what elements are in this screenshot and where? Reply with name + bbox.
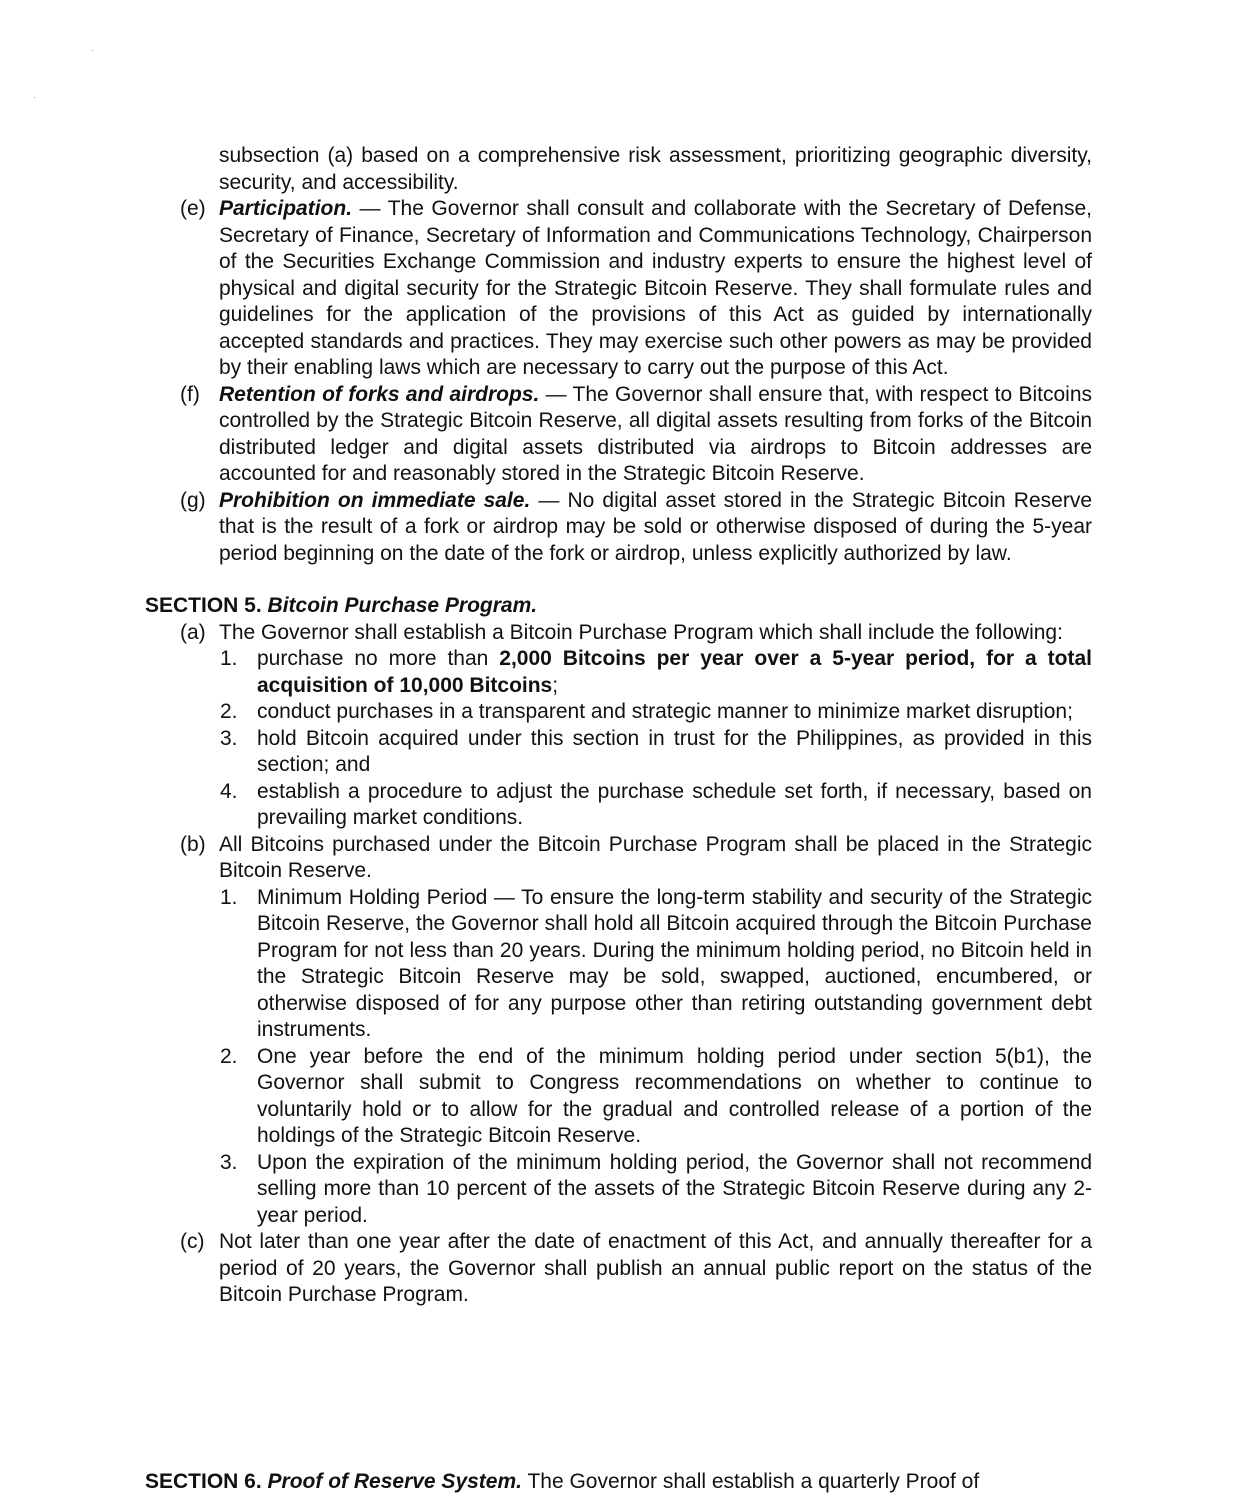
subitem-text-end: ; [552, 673, 559, 697]
item-label: (e) [180, 197, 206, 220]
section4-item-g [180, 488, 1093, 568]
continued-paragraph: subsection (a) based on a comprehensive risk assessment, prioritizing geographic diversity, security, and accessibility. [219, 144, 1092, 194]
subitem-text: One year before the end of the minimum holding period under section 5(b1), the Governor shall submit to Congress recommendations on whether to continue to voluntarily hold or to allow for the gradual and controlled release of a portion of the holdings of the Strategic Bitcoin Reserve. [257, 1044, 1092, 1147]
subitem [220, 699, 1092, 726]
subitem [220, 646, 1092, 699]
subitem-text: hold Bitcoin acquired under this section in trust for the Philippines, as provided in this section; and [257, 726, 1092, 776]
subitem [220, 779, 1092, 832]
item-body: The Governor shall establish a Bitcoin Purchase Program which shall include the following: [219, 620, 1063, 644]
item-title: Retention of forks and airdrops. [219, 382, 540, 406]
subitem-text: establish a procedure to adjust the purchase schedule set forth, if necessary, based on prevailing market conditions. [257, 779, 1092, 829]
subitem-number: 3. [220, 1150, 238, 1174]
item-body: All Bitcoins purchased under the Bitcoin Purchase Program shall be placed in the Strategic Bitcoin Reserve. [219, 832, 1092, 882]
item-label: (b) [180, 832, 206, 856]
subitem-bold-text: 2,000 Bitcoins per year over a 5-year period, for a total acquisition of 10,000 Bitcoins [257, 647, 1092, 697]
page-content [0, 143, 1236, 1309]
item-dash: — [530, 488, 568, 512]
item-title: Participation. [219, 197, 353, 220]
item-label: (f) [180, 382, 200, 406]
subitem-number: 4. [220, 779, 238, 803]
subitem-text: conduct purchases in a transparent and strategic manner to minimize market disruption; [257, 700, 1073, 723]
item-dash: — [352, 197, 388, 220]
subitem-number: 1. [220, 885, 238, 909]
section4-item-e [180, 196, 1092, 382]
subitem-text: Upon the expiration of the minimum holding period, the Governor shall not recommend selling more than 10 percent of the assets of the Strategic Bitcoin Reserve during any 2-year period. [257, 1150, 1092, 1227]
subitem [220, 1150, 1092, 1230]
subitem-number: 1. [220, 647, 238, 670]
item-label: (a) [180, 620, 206, 644]
section-number: SECTION 5. [145, 594, 262, 617]
section-title: Proof of Reserve System. [267, 1470, 522, 1493]
section5-heading [145, 593, 1236, 620]
subitem-text: Minimum Holding Period — To ensure the long-term stability and security of the Strategic Bitcoin Reserve, the Governor shall hold all Bitcoin acquired through the Bitcoin Purchase Program for not less than 20 years. During the minimum holding period, no Bitcoin held in the Strategic Bitcoin Reserve may be sold, swapped, auctioned, encumbered, or otherwise disposed of for any purpose other than retiring outstanding government debt instruments. [257, 885, 1092, 1041]
subitem [220, 885, 1092, 1044]
item-body: No digital asset stored in the Strategic Bitcoin Reserve that is the result of a fork or airdrop may be sold or otherwise disposed of during the 5-year period beginning on the date of the fork or airdrop, unless explicitly authorized by law. [219, 488, 1093, 565]
subitem [220, 1044, 1092, 1150]
scan-speck [92, 50, 93, 51]
section-title: Bitcoin Purchase Program. [267, 594, 538, 617]
item-label: (g) [180, 488, 206, 512]
item-body: Not later than one year after the date of enactment of this Act, and annually thereafter for a period of 20 years, the Governor shall publish an annual public report on the status of the Bitcoin Purchase Program. [219, 1230, 1092, 1306]
subitem-number: 2. [220, 700, 238, 723]
section5-item-b [180, 832, 1092, 885]
item-title: Prohibition on immediate sale. [219, 488, 531, 512]
section4-item-f [180, 382, 1093, 488]
section-number: SECTION 6. [145, 1470, 262, 1493]
subitem-number: 2. [220, 1044, 238, 1068]
section6-heading-partial [145, 1469, 1105, 1496]
section-text: The Governor shall establish a quarterly Proof of [527, 1470, 980, 1493]
subitem [220, 726, 1092, 779]
section5-item-c [180, 1229, 1092, 1309]
scan-speck [34, 97, 35, 98]
section5-item-a [180, 620, 1092, 647]
item-body: The Governor shall consult and collaborate with the Secretary of Defense, Secretary of Finance, Secretary of Information and Communications Technology, Chairperson of the Securities Exchange Commission and industry experts to ensure the highest level of physical and digital security for the Strategic Bitcoin Reserve. They shall formulate rules and guidelines for the application of the provisions of this Act as guided by internationally accepted standards and practices. They may exercise such other powers as may be provided by their enabling laws which are necessary to carry out the purpose of this Act. [219, 197, 1092, 379]
subitem-number: 3. [220, 726, 238, 750]
item-label: (c) [180, 1230, 205, 1253]
item-dash: — [539, 382, 573, 406]
subitem-text: purchase no more than [257, 647, 500, 670]
item-body: The Governor shall ensure that, with respect to Bitcoins controlled by the Strategic Bitcoin Reserve, all digital assets resulting from forks of the Bitcoin distributed ledger and digital assets distributed via airdrops to Bitcoin addresses are accounted for and reasonably stored in the Strategic Bitcoin Reserve. [219, 382, 1093, 485]
